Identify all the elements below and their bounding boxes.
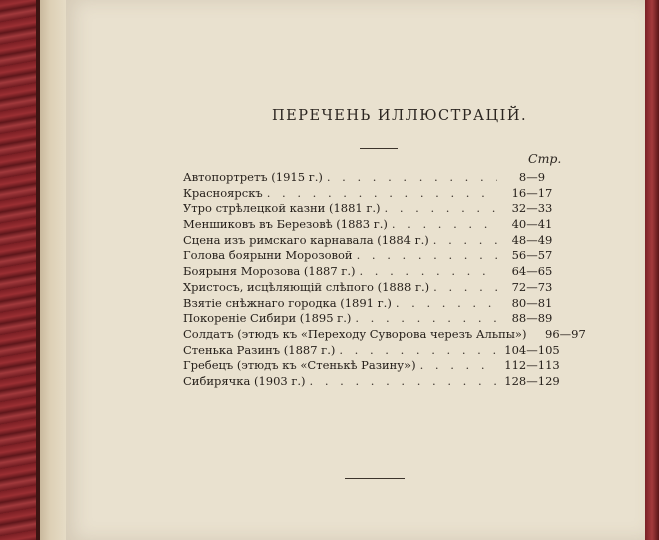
pages-column-header: Стр. xyxy=(528,151,562,166)
list-item xyxy=(183,343,563,359)
bottom-divider xyxy=(345,478,405,479)
entry-pages: 96—97 xyxy=(545,326,586,341)
page-edges xyxy=(40,0,66,540)
list-item xyxy=(183,170,563,186)
list-item xyxy=(183,186,563,202)
list-item xyxy=(183,326,586,343)
entry-label: Покореніе Сибири (1895 г.) xyxy=(183,311,352,326)
list-item xyxy=(183,264,563,280)
leader-dots xyxy=(310,374,497,388)
entry-pages: 112—113 xyxy=(504,358,560,373)
entry-pages: 128—129 xyxy=(504,373,560,388)
list-item xyxy=(183,358,563,374)
book-binding-left xyxy=(0,0,40,540)
leader-dots xyxy=(385,201,497,215)
leader-dots xyxy=(327,170,497,184)
list-item xyxy=(183,280,563,296)
entry-label: Христосъ, исцѣляющій слѣпого (1888 г.) xyxy=(183,279,430,294)
entry-pages: 64—65 xyxy=(511,264,553,279)
entry-label: Боярыня Морозова (1887 г.) xyxy=(183,264,356,279)
entry-label: Сцена изъ римскаго карнавала (1884 г.) xyxy=(183,232,429,247)
title-divider xyxy=(360,148,398,149)
leader-dots xyxy=(357,248,497,262)
leader-dots xyxy=(396,296,497,310)
illustrations-list xyxy=(183,170,586,390)
entry-pages: 80—81 xyxy=(511,295,553,310)
leader-dots xyxy=(267,186,497,200)
entry-label: Меншиковъ въ Березовѣ (1883 г.) xyxy=(183,217,388,232)
entry-label: Гребецъ (этюдъ къ «Стенькѣ Разину») xyxy=(183,358,416,373)
page-title: ПЕРЕЧЕНЬ ИЛЛЮСТРАЦІЙ. xyxy=(272,108,528,124)
leader-dots xyxy=(392,217,497,231)
list-item xyxy=(183,217,563,233)
list-item xyxy=(183,311,563,327)
leader-dots xyxy=(433,280,497,294)
leader-dots xyxy=(339,343,497,357)
entry-label: Солдатъ (этюдъ къ «Переходу Суворова черезъ Альпы») xyxy=(183,326,527,341)
leader-dots xyxy=(420,358,497,372)
list-item xyxy=(183,233,563,249)
entry-label: Утро стрѣлецкой казни (1881 г.) xyxy=(183,201,381,216)
entry-label: Стенька Разинъ (1887 г.) xyxy=(183,342,336,357)
book-binding-right xyxy=(645,0,659,540)
entry-pages: 72—73 xyxy=(511,279,553,294)
entry-pages: 48—49 xyxy=(511,232,553,247)
entry-pages: 88—89 xyxy=(511,311,553,326)
entry-pages: 104—105 xyxy=(504,342,560,357)
entry-pages: 16—17 xyxy=(511,185,553,200)
list-item xyxy=(183,296,563,312)
leader-dots xyxy=(355,311,497,325)
list-item xyxy=(183,248,563,264)
entry-pages: 32—33 xyxy=(511,201,553,216)
list-item xyxy=(183,201,563,217)
entry-label: Взятіе снѣжнаго городка (1891 г.) xyxy=(183,295,392,310)
leader-dots xyxy=(433,233,497,247)
entry-label: Голова боярыни Морозовой xyxy=(183,248,353,263)
entry-label: Красноярскъ xyxy=(183,185,263,200)
entry-pages: 8—9 xyxy=(518,170,546,184)
leader-dots xyxy=(359,264,497,278)
entry-pages: 56—57 xyxy=(511,248,553,263)
entry-pages: 40—41 xyxy=(511,217,553,232)
entry-label: Автопортретъ (1915 г.) xyxy=(183,170,323,184)
list-item xyxy=(183,374,563,390)
entry-label: Сибирячка (1903 г.) xyxy=(183,373,306,388)
